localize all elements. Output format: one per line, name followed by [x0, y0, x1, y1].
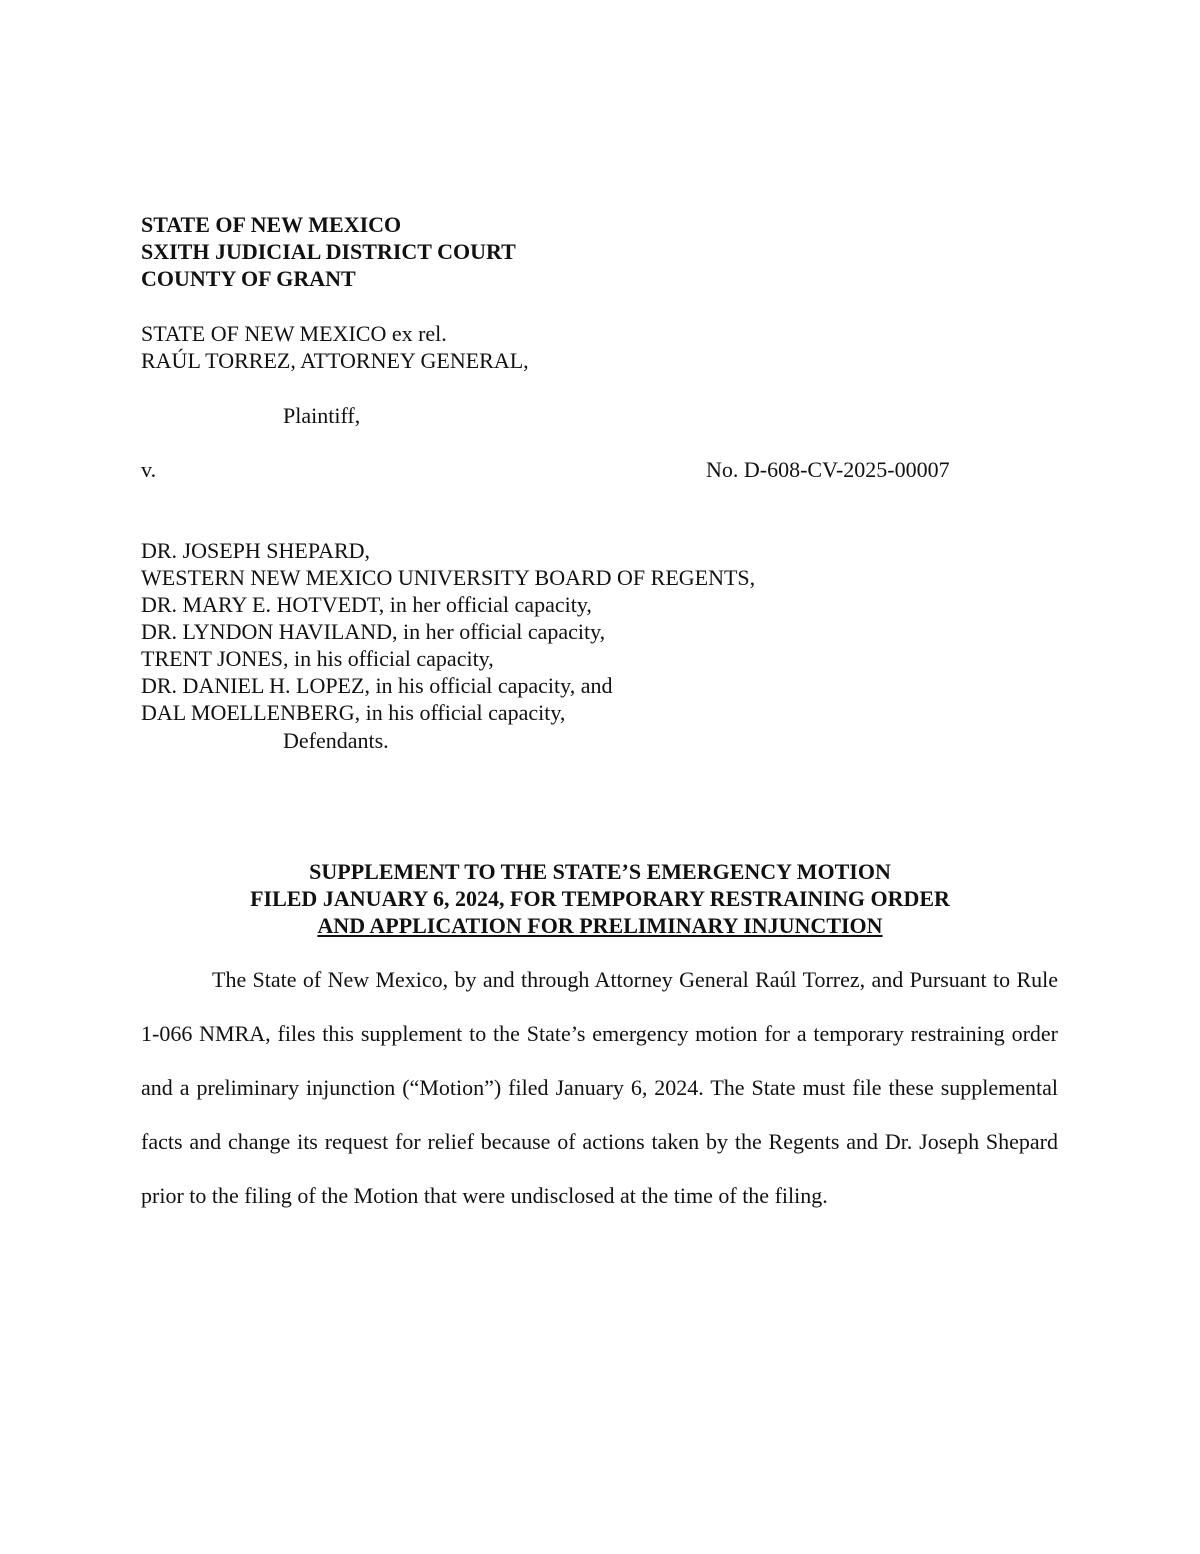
defendant-line: DR. JOSEPH SHEPARD,	[141, 538, 371, 563]
court-header-line: SXITH JUDICIAL DISTRICT COURT	[141, 239, 516, 264]
document-title	[0, 858, 1200, 939]
body-paragraph: The State of New Mexico, by and through Attorney General Raúl Torrez, and Pursuant to Rule 1-066 NMRA, files this supplement to the State’s emergency motion for a temporary restraining order and a preliminary injunction (“Motion”) filed January 6, 2024. The State must file these supplemental facts and change its request for relief because of actions taken by the Regents and Dr. Joseph Shepard prior to the filing of the Motion that were undisclosed at the time of the filing.	[141, 967, 1058, 1208]
defendant-line: DAL MOELLENBERG, in his official capacity,	[141, 700, 566, 725]
plaintiff-line: RAÚL TORREZ, ATTORNEY GENERAL,	[141, 348, 529, 373]
title-line: SUPPLEMENT TO THE STATE’S EMERGENCY MOTION	[309, 859, 891, 884]
case-number: No. D-608-CV-2025-00007	[706, 457, 950, 482]
court-header-line: STATE OF NEW MEXICO	[141, 212, 402, 237]
defendant-line: WESTERN NEW MEXICO UNIVERSITY BOARD OF REGENTS,	[141, 565, 756, 590]
defendant-line: TRENT JONES, in his official capacity,	[141, 646, 494, 671]
court-header-line: COUNTY OF GRANT	[141, 266, 356, 291]
defendants-label: Defendants.	[283, 728, 389, 753]
defendants-list	[141, 537, 755, 726]
plaintiff-block	[141, 320, 529, 374]
defendant-line: DR. LYNDON HAVILAND, in her official capacity,	[141, 619, 606, 644]
plaintiff-label: Plaintiff,	[283, 403, 361, 428]
plaintiff-line: STATE OF NEW MEXICO ex rel.	[141, 321, 447, 346]
defendant-line: DR. MARY E. HOTVEDT, in her official capacity,	[141, 592, 592, 617]
court-header	[141, 211, 516, 292]
title-line: FILED JANUARY 6, 2024, FOR TEMPORARY RESTRAINING ORDER	[250, 886, 950, 911]
title-line: AND APPLICATION FOR PRELIMINARY INJUNCTION	[317, 913, 883, 938]
versus: v.	[141, 457, 157, 482]
defendant-line: DR. DANIEL H. LOPEZ, in his official capacity, and	[141, 673, 613, 698]
